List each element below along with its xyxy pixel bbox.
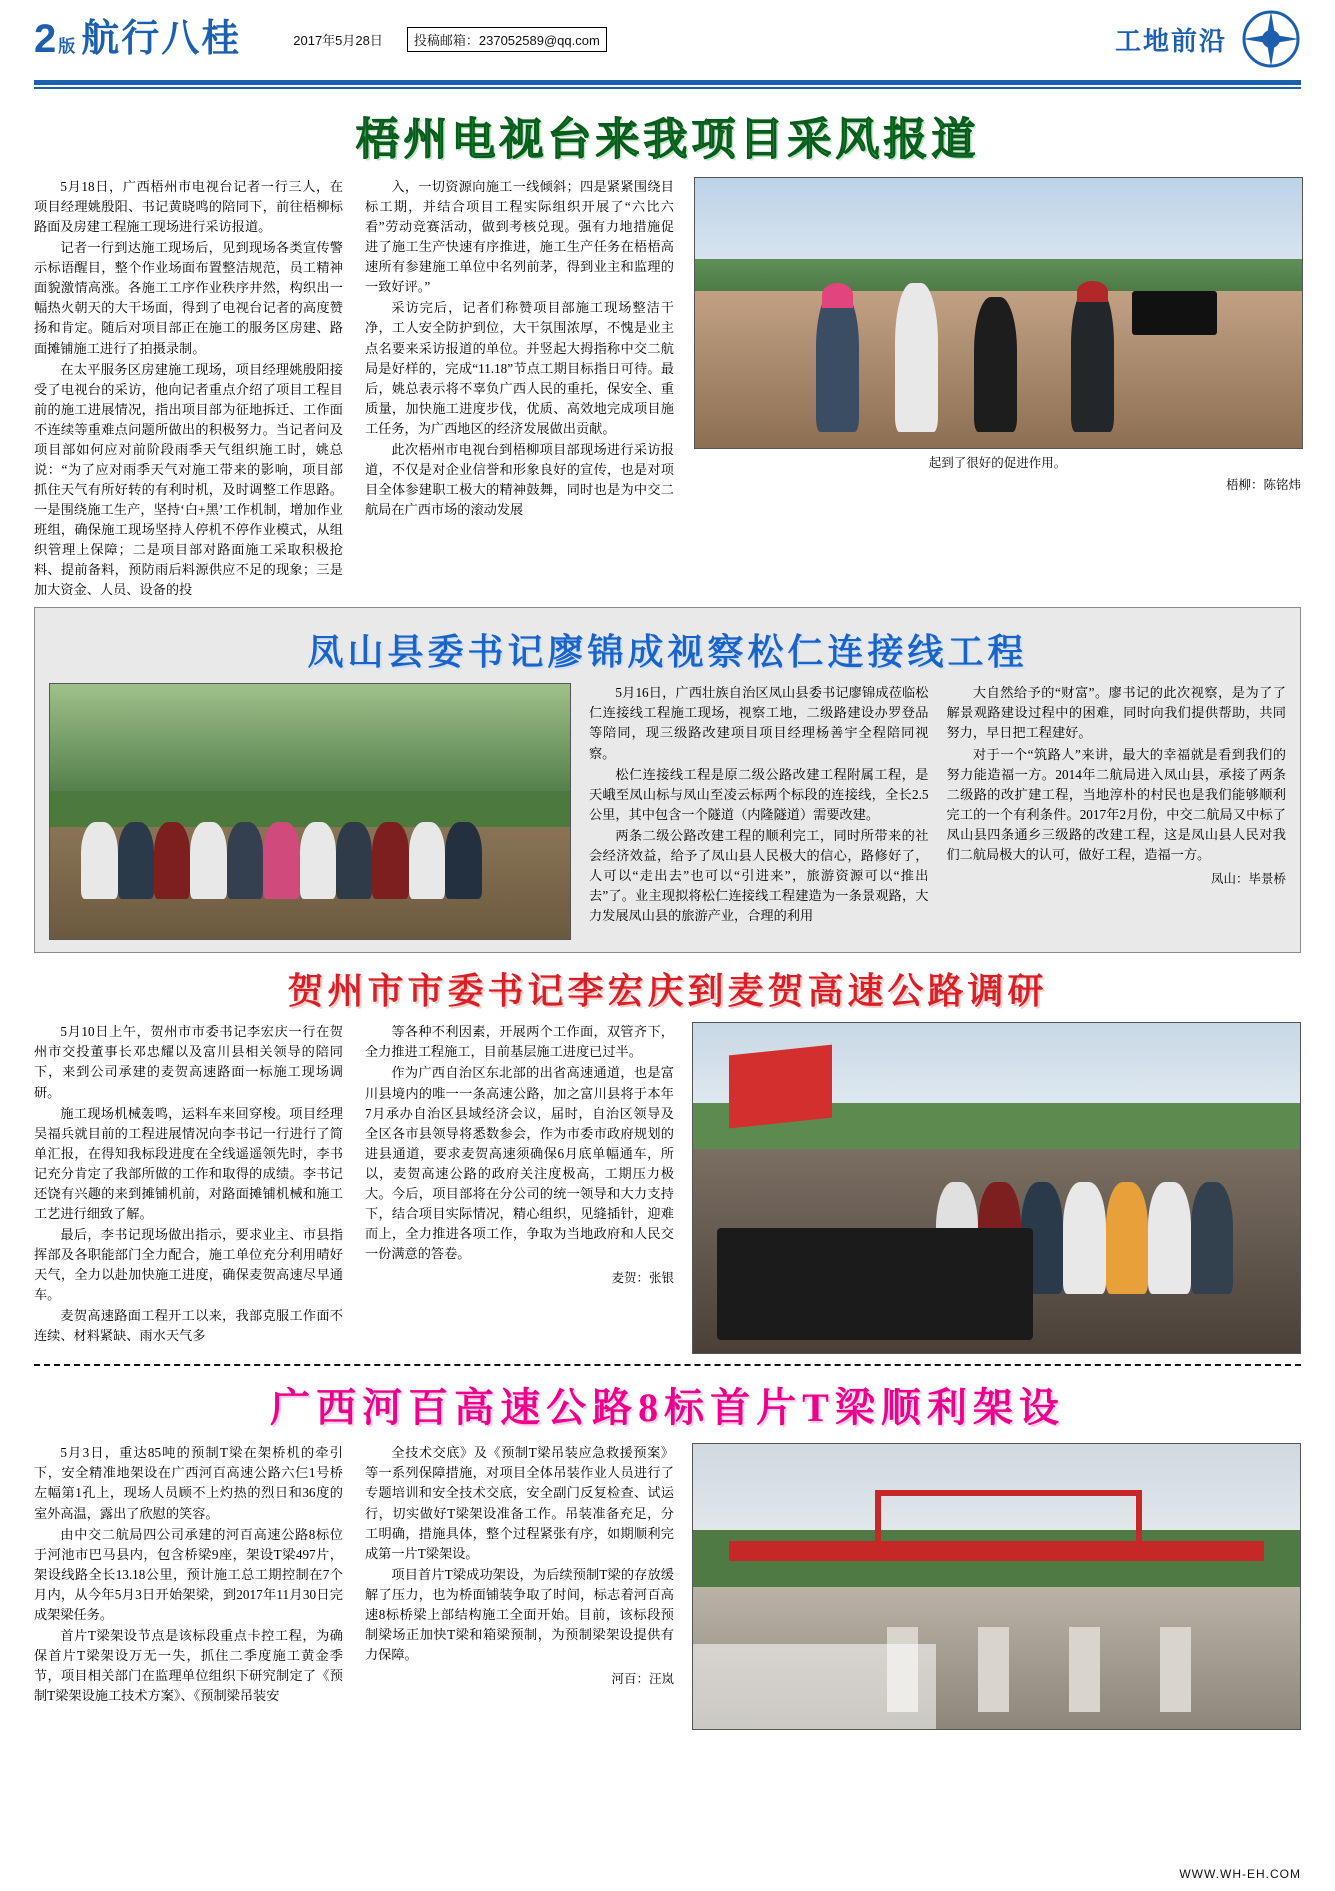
masthead-rule (34, 80, 1301, 85)
story2-col1 (589, 683, 929, 940)
paragraph: 全技术交底》及《预制T梁吊装应急救援预案》等一系列保障措施，对项目全体吊装作业人员进行了专题培训和安全技术交底，安全副门反复检查、试运行，切实做好T梁架设准备工作。吊装准备充足，分工明确，措施具体，整个过程紧张有序，如期顺利完成第一片T梁架设。 (365, 1445, 674, 1561)
story3-credit: 麦贺：张银 (611, 1271, 674, 1286)
story1-text (34, 177, 674, 601)
paragraph: 松仁连接线工程是原二级公路改建工程附属工程，是天峨至凤山标与凤山至凌云标两个标段的连接线，全长2.5公里，其中包含一个隧道（内隆隧道）需要改建。 (589, 766, 929, 822)
story2-col2 (947, 683, 1287, 940)
paragraph: 5月18日，广西梧州市电视台记者一行三人，在项目经理姚殷阳、书记黄晓鸣的陪同下，前往梧柳标路面及房建工程施工现场进行采访报道。 (34, 179, 343, 235)
paragraph: 最后，李书记现场做出指示，要求业主、市县指挥部及各职能部门全力配合，施工单位充分利用晴好天气，全力以赴加快施工进度，确保麦贺高速尽早通车。 (34, 1226, 343, 1303)
story1-col1 (34, 177, 343, 601)
story4-photo (692, 1443, 1301, 1730)
story1 (34, 177, 1301, 601)
masthead-left (34, 19, 607, 59)
paragraph: 记者一行到达施工现场后，见到现场各类宣传警示标语醒目，整个作业场面布置整洁规范，员工精神面貌激情高涨。各施工工序作业秩序井然，构织出一幅热火朝天的大干场面，得到了电视台记者的高度赞扬和肯定。随后对项目部正在施工的服务区房建、路面摊铺施工进行了拍摄录制。 (34, 240, 343, 356)
masthead-right (1115, 9, 1301, 69)
story4-headline: 广西河百高速公路8标首片T梁顺利架设 (270, 1385, 1065, 1431)
paragraph: 项目首片T梁成功架设，为后续预制T梁的存放缓解了压力，也为桥面铺装争取了时间，标志着河百高速8标桥梁上部结构施工全面开始。目前，该标段预制梁场正加快T梁和箱梁预制，为预制梁架设提供有力保障。 (365, 1566, 674, 1662)
story2 (34, 607, 1301, 953)
publication-date: 2017年5月28日 (293, 32, 383, 48)
story3 (34, 1022, 1301, 1354)
story2-photo (49, 683, 571, 940)
footer-website: WWW.WH-EH.COM (1179, 1867, 1301, 1881)
story4-col2 (365, 1443, 674, 1730)
paragraph: 在太平服务区房建施工现场，项目经理姚殷阳接受了电视台的采访，他向记者重点介绍了项目工程目前的施工进展情况，指出项目部为征地拆迁、工作面不连续等重难点问题所做出的积极努力。当记者问及项目部如何应对前阶段雨季天气组织施工时，姚总说：“为了应对雨季天气对施工带来的影响，项目部抓住天气有所好转的有利时机，及时调整工作思路。一是围绕施工生产，坚持‘白+黑’工作机制，增加作业班组，确保施工现场坚持人停机不停作业模式，从组织管理上保障；二是项目部对路面施工采取积极抢料、提前备料，预防雨后料源供应不足的现象；三是加大资金、人员、设备的投 (34, 361, 343, 598)
paragraph: 5月3日，重达85吨的预制T梁在架桥机的牵引下，安全精准地架设在广西河百高速公路六仨1号桥左幅第1孔上，现场人员顾不上灼热的烈日和36度的室外高温，露出了欣慰的笑容。 (34, 1445, 343, 1521)
paragraph: 作为广西自治区东北部的出省高速通道，也是富川县境内的唯一一条高速公路，加之富川县将于本年7月承办自治区县域经济会议，届时，自治区领导及全区各市县领导将悉数参会，作为市委市政府规划的进县通道，要求麦贺高速须确保6月底单幅通车，所以，麦贺高速公路的政府关注度极高，工期压力极大。今后，项目部将在分公司的统一领导和大力支持下，结合项目实际情况，精心组织，见缝插针，迎难而上，全力推进各项工作，争取为当地政府和人民交一份满意的答卷。 (365, 1065, 674, 1261)
story1-credit: 梧柳：陈铭炜 (1225, 478, 1301, 492)
paragraph: 大自然给予的“财富”。廖书记的此次视察，是为了了解景观路建设过程中的困难，同时向我们提供帮助，共同努力，早日把工程建好。 (946, 685, 1286, 741)
paragraph: 入，一切资源向施工一线倾斜；四是紧紧围绕目标工期，并结合项目工程实际组织开展了“六比六看”劳动竞赛活动，做到考核兑现。强有力地措施促进了施工生产快速有序推进，施工生产任务在梧梧高速所有参建施工单位中名列前茅，得到业主和监理的一致好评。” (365, 179, 674, 295)
paragraph: 5月16日，广西壮族自治区凤山县委书记廖锦成莅临松仁连接线工程施工现场，视察工地，二级路建设办罗登品等陪同，现三级路改建项目项目经理杨善宇全程陪同视察。 (589, 685, 929, 761)
page-number-unit: 版 (58, 37, 76, 56)
story4 (34, 1443, 1301, 1730)
masthead (34, 0, 1301, 78)
paragraph: 5月10日上午，贺州市市委书记李宏庆一行在贺州市交投董事长邓忠耀以及富川县相关领导的陪同下，来到公司承建的麦贺高速路面一标施工现场调研。 (34, 1024, 343, 1100)
submission-email: 投稿邮箱：237052589@qq.com (407, 27, 607, 52)
paragraph: 采访完后，记者们称赞项目部施工现场整洁干净，工人安全防护到位，大干氛围浓厚，不愧是业主点名要来采访报道的单位。并竖起大拇指称中交二航局是好样的，完成“11.18”节点工期目标指日可待。最后，姚总表示将不辜负广西人民的重托，保安全、重质量，加快施工进度步伐，优质、高效地完成项目施工任务，为广西地区的经济发展做出贡献。 (365, 300, 674, 436)
story3-headline: 贺州市市委书记李宏庆到麦贺高速公路调研 (287, 971, 1048, 1012)
masthead-rule-thin (34, 87, 1301, 89)
paragraph: 等各种不利因素，开展两个工作面，双管齐下，全力推进工程施工，目前基层施工进度已过半。 (365, 1024, 674, 1060)
compass-icon (1241, 9, 1301, 69)
publication-title: 航行八桂 (81, 18, 242, 60)
paragraph: 此次梧州市电视台到梧柳项目部现场进行采访报道，不仅是对企业信誉和形象良好的宣传，也是对项目全体参建职工极大的精神鼓舞，同时也是为中交二航局在广西市场的滚动发展 (365, 441, 674, 517)
section-divider (34, 1364, 1301, 1366)
story1-col2 (365, 177, 674, 601)
paragraph: 由中交二航局四公司承建的河百高速公路8标位于河池市巴马县内，包含桥梁9座，架设T梁497片，架设线路全长13.18公里，预计施工总工期控制在7个月内，从今年5月3日开始架梁，到2017年11月30日完成架梁任务。 (34, 1526, 343, 1622)
page-number-badge (34, 19, 75, 59)
story2-headline: 凤山县委书记廖锦成视察松仁连接线工程 (307, 632, 1028, 673)
story1-photo-block (694, 177, 1301, 601)
section-title: 工地前沿 (1114, 26, 1227, 56)
paragraph: 施工现场机械轰鸣，运料车来回穿梭。项目经理吴福兵就目前的工程进展情况向李书记一行进行了简单汇报，在得知我标段进度在全线遥遥领先时，李书记充分肯定了我部所做的工作和取得的成绩。李书记还饶有兴趣的来到摊铺机前，对路面摊铺机械和施工工艺进行细致了解。 (34, 1105, 343, 1221)
story3-col1 (34, 1022, 343, 1354)
story4-credit: 河百：汪岚 (611, 1672, 674, 1686)
paragraph: 麦贺高速路面工程开工以来，我部克服工作面不连续、材料紧缺、雨水天气多 (34, 1308, 343, 1344)
paragraph: 对于一个“筑路人”来讲，最大的幸福就是看到我们的努力能造福一方。2014年二航局进入凤山县，承接了两条二级路的改扩建工程，当地淳朴的村民也是我们能够顺利完工的一个有利条件。2017年2月份，中交二航局又中标了凤山县四条通乡三级路的改建工程，这是凤山县人民对我们二航局极大的认可，做好工程，造福一方。 (946, 746, 1286, 862)
story1-headline: 梧州电视台来我项目采风报道 (355, 115, 980, 164)
story1-photo-caption: 起到了很好的促进作用。 (928, 456, 1067, 470)
story3-photo (692, 1022, 1301, 1354)
page-number: 2 (34, 17, 57, 61)
paragraph: 两条二级公路改建工程的顺利完工，同时所带来的社会经济效益，给予了凤山县人民极大的信心，路修好了，人可以“走出去”也可以“引进来”，旅游资源可以“推出去”了。业主现拟将松仁连接线工程建造为一条景观路，大力发展凤山县的旅游产业，合理的利用 (589, 827, 929, 923)
story1-photo (694, 177, 1303, 449)
paragraph: 首片T梁架设节点是该标段重点卡控工程，为确保首片T梁架设万无一失，抓住二季度施工黄金季节，项目相关部门在监理单位组织下研究制定了《预制T梁架设施工技术方案》、《预制梁吊装安 (34, 1627, 343, 1704)
story4-col1 (34, 1443, 343, 1730)
story3-col2 (365, 1022, 674, 1354)
story2-credit: 凤山：毕景桥 (1210, 871, 1286, 886)
